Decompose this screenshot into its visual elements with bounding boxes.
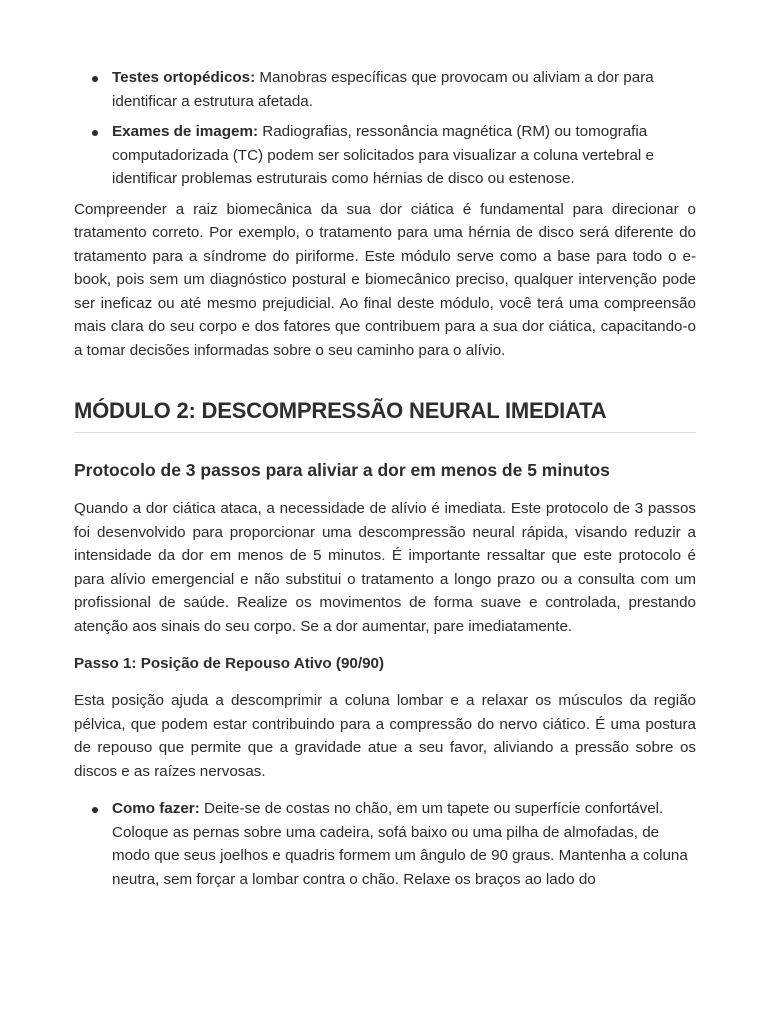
- list-item: [74, 66, 696, 113]
- list-item-label: Como fazer:: [112, 800, 200, 817]
- step1-bullet-list: [74, 797, 696, 891]
- intro-bullet-list: [74, 66, 696, 191]
- summary-paragraph: Compreender a raiz biomecânica da sua dor ciática é fundamental para direcionar o tratamento correto. Por exemplo, o tratamento para uma hérnia de disco será diferente do tratamento para a síndrome do piriforme. Este módulo serve como a base para todo o e-book, pois sem um diagnóstico postural e biomecânico preciso, qualquer intervenção pode ser ineficaz ou até mesmo prejudicial. Ao final deste módulo, você terá uma compreensão mais clara do seu corpo e dos fatores que contribuem para a sua dor ciática, capacitando-o a tomar decisões informadas sobre o seu caminho para o alívio.: [74, 200, 696, 359]
- list-item: [74, 120, 696, 191]
- protocol-paragraph: Quando a dor ciática ataca, a necessidade de alívio é imediata. Este protocolo de 3 passos foi desenvolvido para proporcionar uma descompressão neural rápida, visando reduzir a intensidade da dor em menos de 5 minutos. É importante ressaltar que este protocolo é para alívio emergencial e não substitui o tratamento a longo prazo ou a consulta com um profissional de saúde. Realize os movimentos de forma suave e controlada, prestando atenção aos sinais do seu corpo. Se a dor aumentar, pare imediatamente.: [74, 500, 696, 635]
- list-item: [74, 797, 696, 891]
- list-item-label: Testes ortopédicos:: [112, 69, 256, 86]
- list-item-text: Radiografias, ressonância magnética (RM) ou tomografia computadorizada (TC) podem ser solicitados para visualizar a coluna vertebral e identificar problemas estruturais como hérnias de disco ou estenose.: [112, 123, 654, 187]
- document-page: [74, 66, 696, 898]
- module-heading: MÓDULO 2: DESCOMPRESSÃO NEURAL IMEDIATA: [74, 396, 696, 433]
- list-item-text: Manobras específicas que provocam ou aliviam a dor para identificar a estrutura afetada.: [112, 69, 654, 110]
- list-item-text: Deite-se de costas no chão, em um tapete ou superfície confortável. Coloque as pernas sobre uma cadeira, sofá baixo ou uma pilha de almofadas, de modo que seus joelhos e quadris formem um ângulo de 90 graus. Mantenha a coluna neutra, sem forçar a lombar contra o chão. Relaxe os braços ao lado do: [112, 800, 688, 888]
- step1-paragraph: Esta posição ajuda a descomprimir a coluna lombar e a relaxar os músculos da região pélvica, que podem estar contribuindo para a compressão do nervo ciático. É uma postura de repouso que permite que a gravidade atue a seu favor, aliviando a pressão sobre os discos e as raízes nervosas.: [74, 692, 696, 780]
- step1-heading: Passo 1: Posição de Repouso Ativo (90/90): [74, 655, 385, 672]
- list-item-label: Exames de imagem:: [112, 123, 259, 140]
- protocol-heading: Protocolo de 3 passos para aliviar a dor em menos de 5 minutos: [74, 460, 610, 480]
